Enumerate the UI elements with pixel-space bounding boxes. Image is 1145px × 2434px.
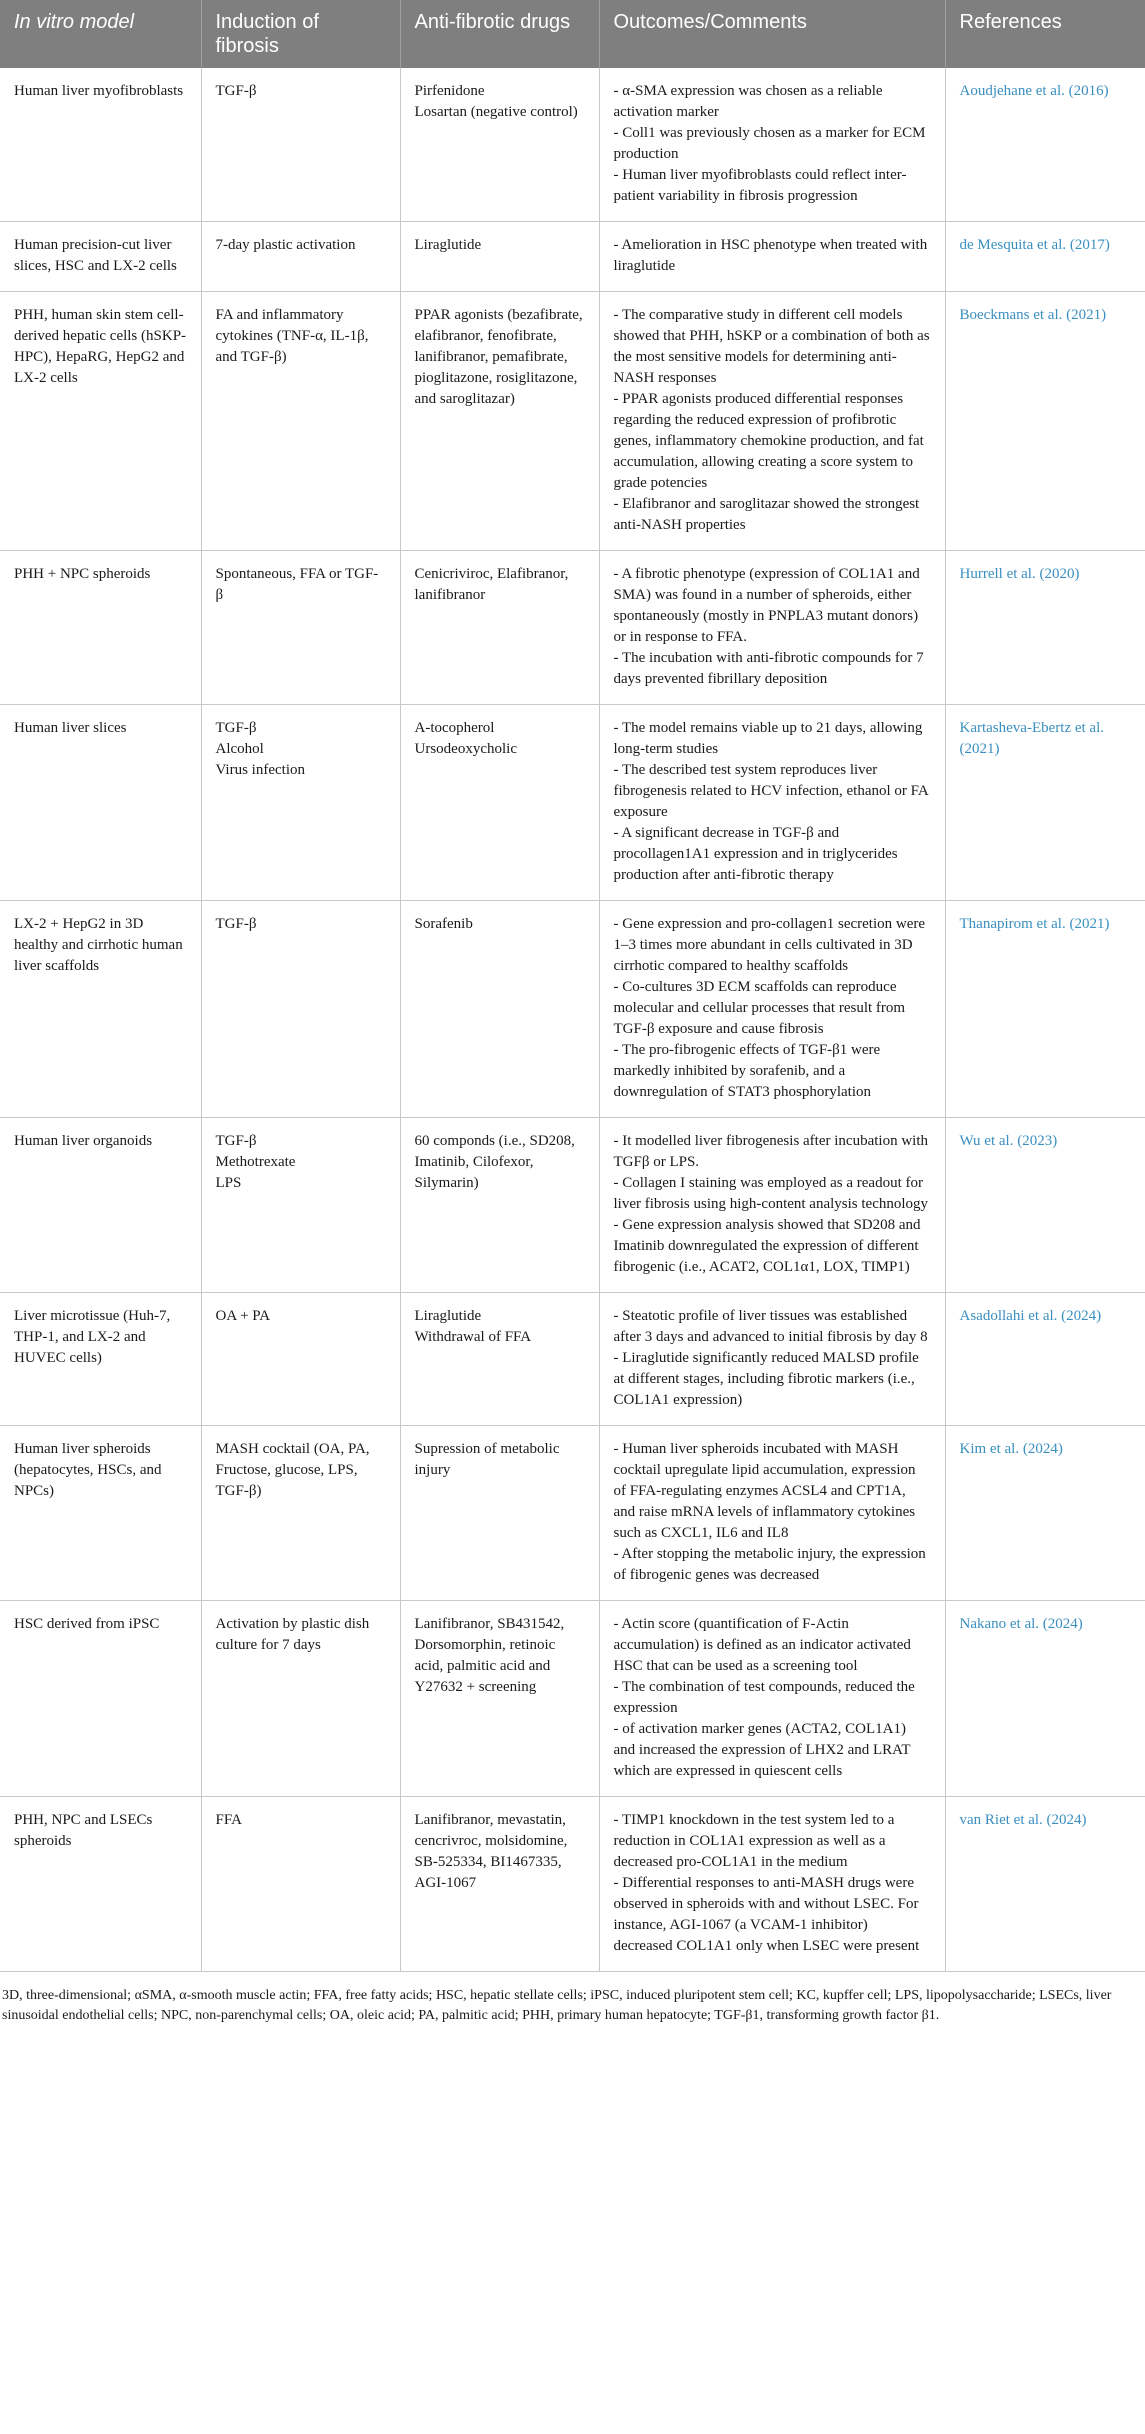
cell-induction-line: TGF-β xyxy=(215,916,257,932)
cell-model xyxy=(0,1601,201,1797)
cell-reference-line[interactable]: Wu et al. (2023) xyxy=(959,1133,1058,1149)
cell-model xyxy=(0,222,201,292)
table-row xyxy=(0,1293,1145,1426)
header-induction: Induction of fibrosis xyxy=(201,0,400,68)
cell-induction xyxy=(201,1118,400,1293)
cell-induction-line: LPS xyxy=(215,1175,242,1191)
cell-drugs xyxy=(400,1797,599,1972)
cell-induction xyxy=(201,901,400,1118)
cell-outcomes-line: - Gene expression and pro-collagen1 secretion were 1–3 times more abundant in cells cultivated in 3D cirrhotic compared to healthy scaffolds xyxy=(613,916,926,974)
cell-model xyxy=(0,1797,201,1972)
cell-reference-line[interactable]: Boeckmans et al. (2021) xyxy=(959,307,1107,323)
cell-drugs-line: A-tocopherol xyxy=(414,720,495,736)
table-row xyxy=(0,1797,1145,1972)
cell-model xyxy=(0,551,201,705)
cell-outcomes-line: - Steatotic profile of liver tissues was established after 3 days and advanced to initial fibrosis by day 8 xyxy=(613,1308,928,1345)
cell-reference[interactable] xyxy=(945,222,1145,292)
table-row xyxy=(0,1118,1145,1293)
cell-reference-line[interactable]: Kim et al. (2024) xyxy=(959,1441,1063,1457)
cell-reference-line[interactable]: Thanapirom et al. (2021) xyxy=(959,916,1110,932)
cell-outcomes-line: - Actin score (quantification of F-Actin accumulation) is defined as an indicator activated HSC that can be used as a screening tool xyxy=(613,1616,911,1674)
header-drugs: Anti-fibrotic drugs xyxy=(400,0,599,68)
cell-reference[interactable] xyxy=(945,705,1145,901)
cell-drugs xyxy=(400,1426,599,1601)
cell-drugs xyxy=(400,68,599,222)
cell-induction xyxy=(201,222,400,292)
cell-drugs-line: 60 componds (i.e., SD208, Imatinib, Cilofexor, Silymarin) xyxy=(414,1133,575,1191)
cell-reference-line[interactable]: van Riet et al. (2024) xyxy=(959,1812,1087,1828)
cell-outcomes xyxy=(599,1601,945,1797)
cell-reference[interactable] xyxy=(945,68,1145,222)
cell-outcomes-line: - The model remains viable up to 21 days, allowing long-term studies xyxy=(613,720,923,757)
cell-drugs-line: Cenicriviroc, Elafibranor, lanifibranor xyxy=(414,566,569,603)
cell-induction-line: TGF-β xyxy=(215,720,257,736)
cell-drugs xyxy=(400,1118,599,1293)
cell-induction-line: TGF-β xyxy=(215,1133,257,1149)
cell-drugs xyxy=(400,705,599,901)
table-footnote: 3D, three-dimensional; αSMA, α-smooth muscle actin; FFA, free fatty acids; HSC, hepatic stellate cells; iPSC, induced pluripotent stem cell; KC, kupffer cell; LPS, lipopolysaccharide; LSECs, liver sinusoidal endothelial cells; NPC, non-parenchymal cells; OA, oleic acid; PA, palmitic acid; PHH, primary human hepatocyte; TGF-β1, transforming growth factor β1. xyxy=(2,1988,1112,2023)
cell-outcomes xyxy=(599,222,945,292)
cell-outcomes-line: - Amelioration in HSC phenotype when treated with liraglutide xyxy=(613,237,928,274)
cell-model-line: Human liver myofibroblasts xyxy=(14,83,184,99)
cell-induction xyxy=(201,705,400,901)
header-outcomes: Outcomes/Comments xyxy=(599,0,945,68)
cell-model xyxy=(0,1293,201,1426)
cell-drugs-line: Ursodeoxycholic xyxy=(414,741,517,757)
cell-outcomes-line: - PPAR agonists produced differential responses regarding the reduced expression of profibrotic genes, inflammatory chemokine production, and fat accumulation, allowing creating a score system to grade potencies xyxy=(613,391,924,491)
cell-outcomes-line: - The pro-fibrogenic effects of TGF-β1 were markedly inhibited by sorafenib, and a downregulation of STAT3 phosphorylation xyxy=(613,1042,881,1100)
table-row xyxy=(0,901,1145,1118)
cell-model xyxy=(0,1118,201,1293)
cell-outcomes-line: - Liraglutide significantly reduced MALSD profile at different stages, including fibrotic markers (i.e., COL1A1 expression) xyxy=(613,1350,919,1408)
cell-drugs xyxy=(400,1293,599,1426)
cell-drugs-line: Lanifibranor, mevastatin, cencrivroc, molsidomine, SB-525334, BI1467335, AGI-1067 xyxy=(414,1812,568,1891)
cell-induction xyxy=(201,1601,400,1797)
cell-model-line: Human liver slices xyxy=(14,720,127,736)
cell-reference[interactable] xyxy=(945,901,1145,1118)
cell-drugs-line: PPAR agonists (bezafibrate, elafibranor, fenofibrate, lanifibranor, pemafibrate, pioglitazone, rosiglitazone, and saroglitazar) xyxy=(414,307,583,407)
cell-reference[interactable] xyxy=(945,1293,1145,1426)
cell-outcomes-line: - It modelled liver fibrogenesis after incubation with TGFβ or LPS. xyxy=(613,1133,928,1170)
cell-drugs-line: Lanifibranor, SB431542, Dorsomorphin, retinoic acid, palmitic acid and Y27632 + screening xyxy=(414,1616,565,1695)
cell-model-line: PHH, NPC and LSECs spheroids xyxy=(14,1812,153,1849)
cell-outcomes xyxy=(599,1426,945,1601)
cell-induction-line: Activation by plastic dish culture for 7 days xyxy=(215,1616,370,1653)
cell-reference-line[interactable]: Hurrell et al. (2020) xyxy=(959,566,1080,582)
cell-model-line: LX-2 + HepG2 in 3D healthy and cirrhotic human liver scaffolds xyxy=(14,916,183,974)
cell-outcomes-line: - Gene expression analysis showed that SD208 and Imatinib downregulated the expression of different fibrogenic (i.e., ACAT2, COL1α1, LOX, TIMP1) xyxy=(613,1217,921,1275)
cell-induction-line: FA and inflammatory cytokines (TNF-α, IL-1β, and TGF-β) xyxy=(215,307,369,365)
cell-reference-line[interactable]: Aoudjehane et al. (2016) xyxy=(959,83,1109,99)
cell-drugs-line: Liraglutide xyxy=(414,237,482,253)
table-row xyxy=(0,1426,1145,1601)
table-row xyxy=(0,551,1145,705)
cell-outcomes-line: - A fibrotic phenotype (expression of COL1A1 and SMA) was found in a number of spheroids, either spontaneously (mostly in PNPLA3 mutant donors) or in response to FFA. xyxy=(613,566,920,645)
cell-induction-line: TGF-β xyxy=(215,83,257,99)
cell-induction xyxy=(201,68,400,222)
cell-outcomes-line: - The described test system reproduces liver fibrogenesis related to HCV infection, ethanol or FA exposure xyxy=(613,762,928,820)
cell-outcomes xyxy=(599,901,945,1118)
cell-drugs-line: Losartan (negative control) xyxy=(414,104,578,120)
cell-model-line: PHH, human skin stem cell-derived hepatic cells (hSKP-HPC), HepaRG, HepG2 and LX-2 cells xyxy=(14,307,187,386)
cell-reference-line[interactable]: Asadollahi et al. (2024) xyxy=(959,1308,1102,1324)
cell-outcomes xyxy=(599,551,945,705)
cell-outcomes xyxy=(599,68,945,222)
cell-induction xyxy=(201,1797,400,1972)
cell-drugs-line: Withdrawal of FFA xyxy=(414,1329,532,1345)
cell-outcomes-line: - A significant decrease in TGF-β and procollagen1A1 expression and in triglycerides production after anti-fibrotic therapy xyxy=(613,825,898,883)
table-row xyxy=(0,68,1145,222)
cell-drugs-line: Pirfenidone xyxy=(414,83,485,99)
cell-drugs xyxy=(400,551,599,705)
cell-outcomes-line: - Collagen I staining was employed as a readout for liver fibrosis using high-content analysis technology xyxy=(613,1175,929,1212)
cell-model xyxy=(0,1426,201,1601)
header-model: In vitro model xyxy=(0,0,201,68)
cell-model xyxy=(0,901,201,1118)
cell-reference-line[interactable]: Kartasheva-Ebertz et al. (2021) xyxy=(959,720,1104,757)
cell-outcomes xyxy=(599,1293,945,1426)
cell-induction-line: Alcohol xyxy=(215,741,264,757)
cell-reference-line[interactable]: de Mesquita et al. (2017) xyxy=(959,237,1110,253)
cell-outcomes-line: - of activation marker genes (ACTA2, COL1A1) and increased the expression of LHX2 and LRAT which are expressed in quiescent cells xyxy=(613,1721,911,1779)
cell-outcomes xyxy=(599,705,945,901)
cell-outcomes-line: - TIMP1 knockdown in the test system led to a reduction in COL1A1 expression as well as a decreased pro-COL1A1 in the medium xyxy=(613,1812,895,1870)
cell-drugs xyxy=(400,292,599,551)
cell-induction-line: FFA xyxy=(215,1812,242,1828)
cell-induction xyxy=(201,1293,400,1426)
cell-outcomes-line: - After stopping the metabolic injury, the expression of fibrogenic genes was decreased xyxy=(613,1546,926,1583)
cell-outcomes-line: - The comparative study in different cell models showed that PHH, hSKP or a combination of both as the most sensitive models for determining anti-NASH responses xyxy=(613,307,930,386)
cell-reference[interactable] xyxy=(945,1797,1145,1972)
header-row xyxy=(0,0,1145,68)
header-references: References xyxy=(945,0,1145,68)
cell-outcomes-line: - Human liver spheroids incubated with MASH cocktail upregulate lipid accumulation, expression of FFA-regulating enzymes ACSL4 and CPT1A, and raise mRNA levels of inflammatory cytokines such as CXCL1, IL6 and IL8 xyxy=(613,1441,916,1541)
cell-outcomes xyxy=(599,1118,945,1293)
cell-model-line: Human liver spheroids (hepatocytes, HSCs, and NPCs) xyxy=(14,1441,162,1499)
cell-reference-line[interactable]: Nakano et al. (2024) xyxy=(959,1616,1083,1632)
cell-reference[interactable] xyxy=(945,292,1145,551)
table-row xyxy=(0,222,1145,292)
cell-outcomes-line: - Elafibranor and saroglitazar showed the strongest anti-NASH properties xyxy=(613,496,920,533)
cell-model xyxy=(0,292,201,551)
cell-induction-line: OA + PA xyxy=(215,1308,271,1324)
cell-drugs xyxy=(400,901,599,1118)
cell-model-line: Human liver organoids xyxy=(14,1133,153,1149)
cell-induction-line: Spontaneous, FFA or TGF-β xyxy=(215,566,379,603)
table-row xyxy=(0,1601,1145,1797)
cell-reference[interactable] xyxy=(945,551,1145,705)
cell-outcomes-line: - Human liver myofibroblasts could reflect inter-patient variability in fibrosis progression xyxy=(613,167,907,204)
cell-induction-line: MASH cocktail (OA, PA, Fructose, glucose, LPS, TGF-β) xyxy=(215,1441,370,1499)
cell-induction xyxy=(201,551,400,705)
cell-outcomes xyxy=(599,292,945,551)
cell-induction xyxy=(201,1426,400,1601)
cell-model-line: Human precision-cut liver slices, HSC and LX-2 cells xyxy=(14,237,177,274)
cell-model-line: PHH + NPC spheroids xyxy=(14,566,151,582)
cell-model-line: HSC derived from iPSC xyxy=(14,1616,160,1632)
cell-drugs-line: Liraglutide xyxy=(414,1308,482,1324)
cell-induction xyxy=(201,292,400,551)
cell-model xyxy=(0,705,201,901)
cell-outcomes-line: - Differential responses to anti-MASH drugs were observed in spheroids with and without LSEC. For instance, AGI-1067 (a VCAM-1 inhibitor) decreased COL1A1 only when LSEC were present xyxy=(613,1875,920,1954)
cell-drugs xyxy=(400,1601,599,1797)
cell-model-line: Liver microtissue (Huh-7, THP-1, and LX-2 and HUVEC cells) xyxy=(14,1308,171,1366)
cell-reference[interactable] xyxy=(945,1426,1145,1601)
cell-reference[interactable] xyxy=(945,1601,1145,1797)
cell-outcomes-line: - The combination of test compounds, reduced the expression xyxy=(613,1679,915,1716)
cell-outcomes-line: - Co-cultures 3D ECM scaffolds can reproduce molecular and cellular processes that result from TGF-β exposure and cause fibrosis xyxy=(613,979,906,1037)
cell-reference[interactable] xyxy=(945,1118,1145,1293)
cell-drugs xyxy=(400,222,599,292)
cell-drugs-line: Sorafenib xyxy=(414,916,473,932)
cell-model xyxy=(0,68,201,222)
cell-outcomes xyxy=(599,1797,945,1972)
table-body xyxy=(0,68,1145,1972)
table-row xyxy=(0,292,1145,551)
table-row xyxy=(0,705,1145,901)
cell-drugs-line: Supression of metabolic injury xyxy=(414,1441,560,1478)
cell-induction-line: Virus infection xyxy=(215,762,305,778)
cell-induction-line: Methotrexate xyxy=(215,1154,296,1170)
cell-outcomes-line: - α-SMA expression was chosen as a reliable activation marker xyxy=(613,83,883,120)
cell-outcomes-line: - The incubation with anti-fibrotic compounds for 7 days prevented fibrillary deposition xyxy=(613,650,924,687)
cell-outcomes-line: - Coll1 was previously chosen as a marker for ECM production xyxy=(613,125,926,162)
cell-induction-line: 7-day plastic activation xyxy=(215,237,356,253)
